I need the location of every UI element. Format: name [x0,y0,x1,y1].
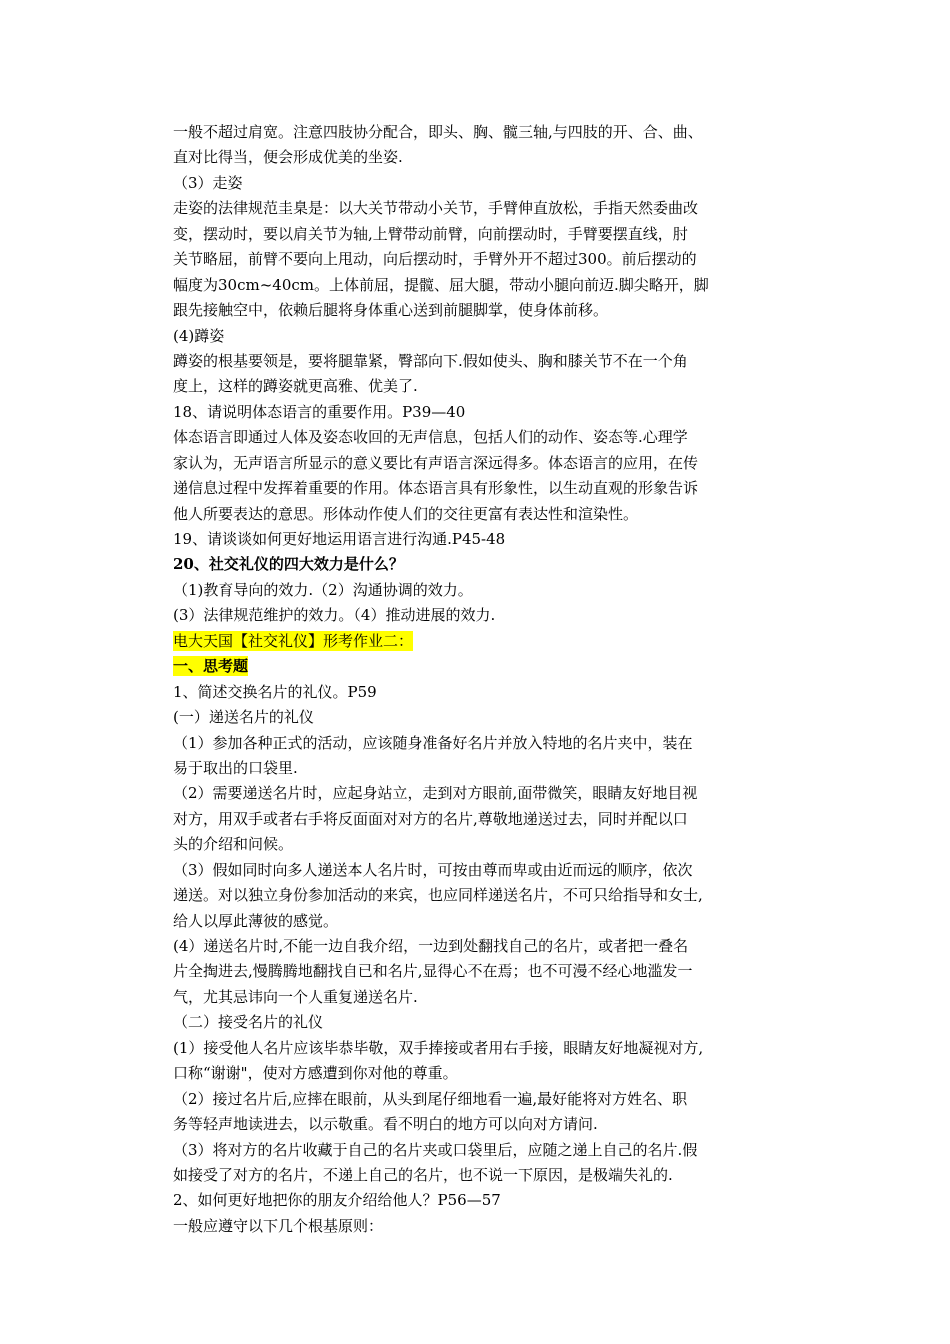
line-text: 19、请谈谈如何更好地运用语言进行沟通.P45-48 [173,530,506,548]
text-line [173,781,773,806]
line-text: 跟先接触空中，依赖后腿将身体重心送到前腿脚掌，使身体前移。 [173,301,609,320]
line-text: 易于取出的口袋里. [173,758,298,777]
text-line [173,807,773,832]
line-text: 给人以厚此薄彼的感觉。 [173,911,339,930]
line-text: 他人所要表达的意思。形体动作使人们的交往更富有表达性和渲染性。 [173,504,639,523]
text-line [173,222,773,247]
line-text: (4）递送名片时,不能一边自我介绍，一边到处翻找自己的名片，或者把一叠名 [173,937,689,955]
line-text: 如接受了对方的名片，不递上自己的名片，也不说一下原因，是极端失礼的. [173,1165,673,1184]
line-text: 务等轻声地读进去，以示敬重。看不明白的地方可以向对方请问. [173,1115,598,1134]
text-line [173,196,773,221]
line-text: 度上，这样的蹲姿就更高雅、优美了. [173,377,418,396]
highlighted-text: 电大天国【社交礼仪】形考作业二： [173,631,414,650]
line-text: 20、社交礼仪的四大效力是什么？ [173,555,404,574]
line-text: 2、如何更好地把你的朋友介绍给他人？P56—57 [173,1191,501,1210]
document-body [173,120,773,1239]
line-text: （2）需要递送名片时，应起身站立，走到对方眼前,面带微笑，眼睛友好地目视 [173,784,698,803]
text-line [173,934,773,959]
text-line [173,171,773,196]
text-line [173,1112,773,1137]
line-text: 18、请说明体态语言的重要作用。P39—40 [173,402,466,421]
line-text: 1、简述交换名片的礼仪。P59 [173,682,377,701]
line-text: （2）接过名片后,应摔在眼前，从头到尾仔细地看一遍,最好能将对方姓名、职 [173,1089,688,1108]
text-line [173,858,773,883]
text-line [173,654,773,679]
line-text: （1)教育导向的效力.（2）沟通协调的效力。 [173,580,473,599]
line-text: 口称“谢谢"，使对方感遭到你对他的尊重。 [173,1064,458,1083]
line-text: 变，摆动时，要以肩关节为轴,上臂带动前臂，向前摆动时，手臂要摆直线，肘 [173,224,688,243]
line-text: 对方，用双手或者右手将反面面对对方的名片,尊敬地递送过去，同时并配以口 [173,809,688,828]
line-text: 头的介绍和问候。 [173,835,294,854]
text-line [173,756,773,781]
text-line [173,451,773,476]
text-line [173,374,773,399]
text-line [173,1138,773,1163]
text-line [173,731,773,756]
text-line [173,1214,773,1239]
text-line [173,1087,773,1112]
line-text: 气，尤其忌讳向一个人重复递送名片. [173,987,418,1006]
line-text: (一）递送名片的礼仪 [173,708,314,727]
line-text: (1）接受他人名片应该毕恭毕敬，双手捧接或者用右手接，眼睛友好地凝视对方, [173,1038,704,1057]
text-line [173,883,773,908]
text-line [173,324,773,349]
line-text: 体态语言即通过人体及姿态收回的无声信息，包括人们的动作、姿态等.心理学 [173,428,688,447]
text-line [173,552,773,577]
line-text: 家认为，无声语言所显示的意义要比有声语言深远得多。体态语言的应用，在传 [173,453,699,472]
text-line [173,705,773,730]
line-text: （3）假如同时向多人递送本人名片时，可按由尊而卑或由近而远的顺序，依次 [173,860,693,879]
text-line [173,502,773,527]
line-text: （3）将对方的名片收藏于自己的名片夹或口袋里后，应随之递上自己的名片.假 [173,1140,698,1159]
line-text: （二）接受名片的礼仪 [173,1013,324,1032]
text-line [173,349,773,374]
text-line [173,603,773,628]
text-line [173,1188,773,1213]
text-line [173,298,773,323]
text-line [173,985,773,1010]
line-text: 片全掏进去,慢腾腾地翻找自已和名片,显得心不在焉；也不可漫不经心地滥发一 [173,962,693,981]
text-line [173,832,773,857]
text-line [173,400,773,425]
text-line [173,425,773,450]
line-text: 递信息过程中发挥着重要的作用。体态语言具有形象性，以生动直观的形象告诉 [173,479,699,498]
text-line [173,1010,773,1035]
text-line [173,476,773,501]
line-text: 关节略屈，前臂不要向上甩动，向后摆动时，手臂外开不超过300。前后摆动的 [173,250,697,269]
line-text: 直对比得当，便会形成优美的坐姿. [173,148,403,167]
text-line [173,273,773,298]
line-text: 幅度为30cm~40cm。上体前屈，提髋、屈大腿，带动小腿向前迈.脚尖略开，脚 [173,275,709,294]
line-text: 一般应遵守以下几个根基原则： [173,1216,384,1235]
text-line [173,909,773,934]
line-text: （3）走姿 [173,173,243,192]
text-line [173,527,773,552]
text-line [173,145,773,170]
line-text: (4)蹲姿 [173,326,225,345]
line-text: （1）参加各种正式的活动，应该随身准备好名片并放入特地的名片夹中，装在 [173,733,693,752]
text-line [173,1163,773,1188]
text-line [173,578,773,603]
line-text: 蹲姿的根基要领是，要将腿靠紧，臀部向下.假如使头、胸和膝关节不在一个角 [173,351,688,370]
line-text: (3）法律规范维护的效力。（4）推动进展的效力. [173,606,496,625]
text-line [173,959,773,984]
line-text: 递送。对以独立身份参加活动的来宾，也应同样递送名片，不可只给指导和女士, [173,886,703,905]
text-line [173,680,773,705]
text-line [173,1036,773,1061]
text-line [173,120,773,145]
line-text: 一般不超过肩宽。注意四肢协分配合，即头、胸、髋三轴,与四肢的开、合、曲、 [173,123,703,141]
text-line [173,1061,773,1086]
text-line [173,629,773,654]
text-line [173,247,773,272]
line-text: 走姿的法律规范圭臬是：以大关节带动小关节，手臂伸直放松，手指天然委曲改 [173,199,699,218]
highlighted-text: 一、思考题 [173,657,249,676]
